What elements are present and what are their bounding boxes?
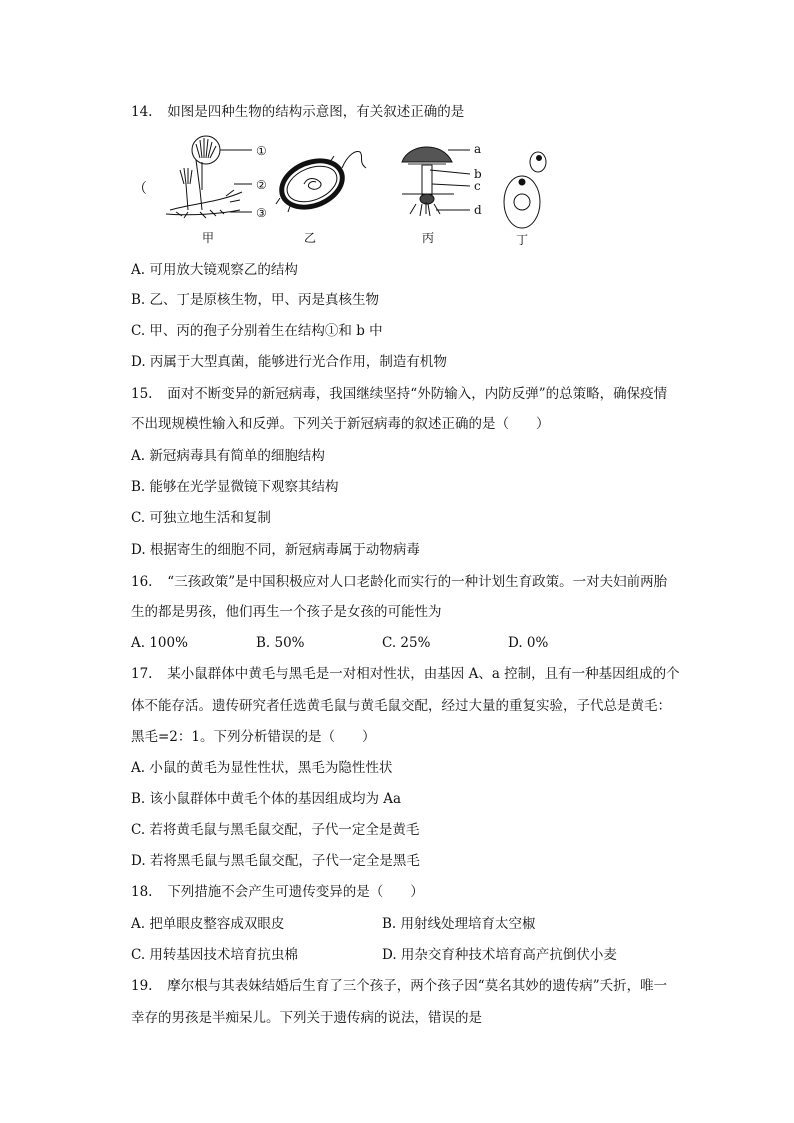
question-number: 19. bbox=[131, 978, 153, 994]
option-b: B. 用射线处理培育太空椒 bbox=[382, 916, 536, 932]
organism-yi bbox=[271, 149, 366, 219]
question-17-stem-line2: 体不能存活。遗传研究者任选黄毛鼠与黄毛鼠交配，经过大量的重复实验，子代总是黄毛： bbox=[131, 698, 671, 714]
label-bing: 丙 bbox=[422, 231, 435, 245]
organisms-figure bbox=[130, 132, 570, 250]
label-jia: 甲 bbox=[202, 231, 215, 245]
question-19-stem bbox=[131, 976, 667, 996]
question-19-stem-line2: 幸存的男孩是半痴呆儿。下列关于遗传病的说法，错误的是 bbox=[131, 1010, 482, 1026]
question-text: 摩尔根与其表妹结婚后生育了三个孩子，两个孩子因“莫名其妙的遗传病”夭折，唯一 bbox=[167, 978, 668, 994]
label-d: d bbox=[474, 203, 482, 217]
label-mark-1: ① bbox=[256, 144, 267, 158]
question-text: 某小鼠群体中黄毛与黑毛是一对相对性状，由基因 A、a 控制，且有一种基因组成的个 bbox=[167, 666, 680, 682]
option-a: A. 新冠病毒具有简单的细胞结构 bbox=[131, 448, 325, 464]
option-a: A. 把单眼皮整容成双眼皮 bbox=[131, 916, 285, 932]
organism-jia bbox=[166, 136, 252, 218]
question-number: 14. bbox=[131, 104, 153, 120]
question-16-stem bbox=[131, 572, 667, 592]
question-16-stem-line2: 生的都是男孩，他们再生一个孩子是女孩的可能性为 bbox=[131, 604, 442, 620]
question-number: 16. bbox=[131, 574, 153, 590]
option-a: A. 可用放大镜观察乙的结构 bbox=[131, 262, 298, 278]
question-number: 15. bbox=[131, 386, 153, 402]
option-d: D. 若将黑毛鼠与黑毛鼠交配，子代一定全是黑毛 bbox=[131, 853, 420, 869]
label-mark-3: ③ bbox=[256, 206, 267, 220]
label-c: c bbox=[474, 179, 481, 193]
question-text: 如图是四种生物的结构示意图，有关叙述正确的是 bbox=[167, 104, 465, 120]
option-d: D. 0% bbox=[508, 635, 549, 651]
option-a: A. 小鼠的黄毛为显性性状，黑毛为隐性性状 bbox=[131, 760, 393, 776]
question-15-stem bbox=[131, 384, 667, 404]
option-c: C. 可独立地生活和复制 bbox=[131, 510, 271, 526]
label-b: b bbox=[474, 167, 482, 181]
organism-bing bbox=[402, 147, 470, 216]
option-c: C. 25% bbox=[382, 635, 431, 651]
question-text: “三孩政策”是中国积极应对人口老龄化而实行的一种计划生育政策。一对夫妇前两胎 bbox=[167, 574, 668, 590]
option-a: A. 100% bbox=[131, 635, 188, 651]
organism-ding bbox=[504, 152, 546, 228]
question-number: 17. bbox=[131, 666, 153, 682]
option-d: D. 根据寄生的细胞不同，新冠病毒属于动物病毒 bbox=[131, 542, 420, 558]
option-d: D. 用杂交育种技术培育高产抗倒伏小麦 bbox=[382, 947, 617, 963]
label-ding: 丁 bbox=[516, 233, 529, 247]
question-18-stem bbox=[131, 882, 424, 902]
label-mark-2: ② bbox=[256, 178, 267, 192]
question-text: 面对不断变异的新冠病毒，我国继续坚持“外防输入，内防反弹”的总策略，确保疫情 bbox=[167, 386, 668, 402]
question-15-stem-line2: 不出现规模性输入和反弹。下列关于新冠病毒的叙述正确的是（ ） bbox=[131, 416, 550, 432]
question-17-stem-line3: 黑毛=2：1。下列分析错误的是（ ） bbox=[131, 729, 376, 745]
option-b: B. 能够在光学显微镜下观察其结构 bbox=[131, 479, 339, 495]
option-b: B. 50% bbox=[256, 635, 305, 651]
label-a: a bbox=[474, 142, 482, 156]
question-17-stem bbox=[131, 664, 680, 684]
option-b: B. 乙、丁是原核生物，甲、丙是真核生物 bbox=[131, 292, 380, 308]
question-14-stem bbox=[131, 102, 464, 122]
question-number: 18. bbox=[131, 884, 153, 900]
option-c: C. 甲、丙的孢子分别着生在结构①和 b 中 bbox=[131, 323, 383, 339]
option-c: C. 用转基因技术培育抗虫棉 bbox=[131, 947, 298, 963]
option-c: C. 若将黄毛鼠与黑毛鼠交配，子代一定全是黄毛 bbox=[131, 822, 420, 838]
answer-paren: （ bbox=[133, 181, 147, 197]
option-d: D. 丙属于大型真菌，能够进行光合作用，制造有机物 bbox=[131, 354, 447, 370]
label-yi: 乙 bbox=[304, 231, 317, 245]
option-b: B. 该小鼠群体中黄毛个体的基因组成均为 Aa bbox=[131, 791, 402, 807]
question-text: 下列措施不会产生可遗传变异的是（ ） bbox=[167, 884, 424, 900]
